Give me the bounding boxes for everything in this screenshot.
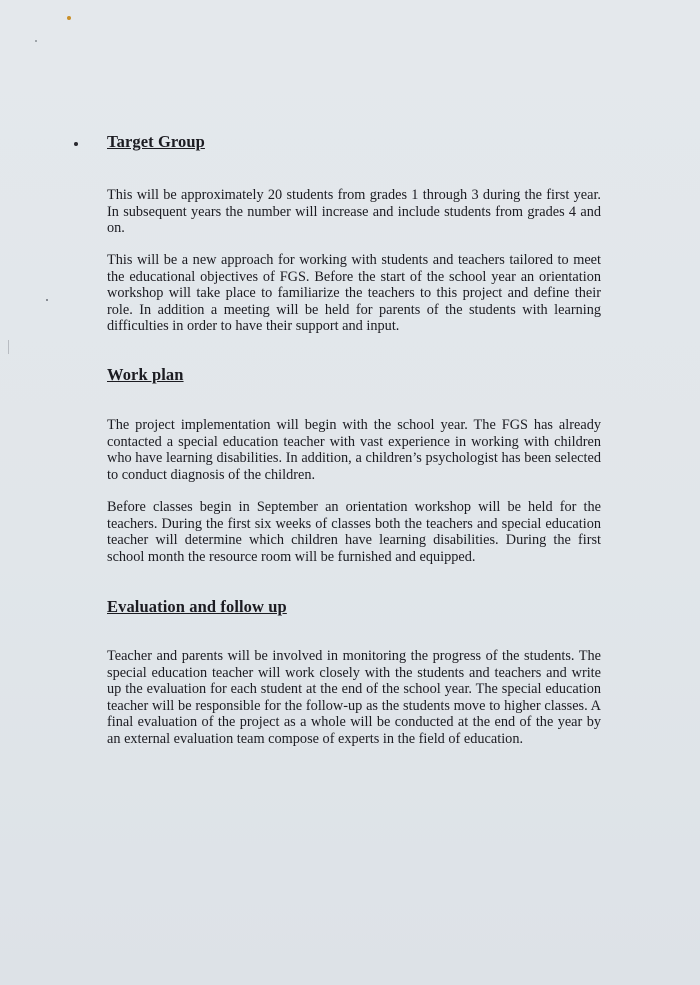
section-heading-evaluation: Evaluation and follow up	[107, 597, 287, 616]
work-plan-paragraph-2: Before classes begin in September an orientation workshop will be held for the teachers. During the first six weeks of classes both the teachers and special education teacher will determine which children have learning disabilities. During the first school month the resource room will be furnished and equipped.	[107, 499, 601, 565]
section-heading-target-group: Target Group	[107, 132, 205, 151]
target-group-paragraph-2: This will be a new approach for working with students and teachers tailored to meet the educational objectives of FGS. Before the start of the school year an orientation workshop will take place to familiarize the teachers to this project and define their role. In addition a meeting will be held for parents of the students with learning difficulties in order to have their support and input.	[107, 252, 601, 334]
evaluation-paragraph-1: Teacher and parents will be involved in monitoring the progress of the students. The special education teacher will work closely with the students and teachers and write up the evaluation for each student at the end of the school year. The special education teacher will be responsible for the follow-up as the students move to higher classes. A final evaluation of the project as a whole will be conducted at the end of the year by an external evaluation team compose of experts in the field of education.	[107, 648, 601, 747]
paper-speck	[67, 16, 71, 20]
paper-speck	[35, 40, 37, 42]
target-group-paragraph-1: This will be approximately 20 students from grades 1 through 3 during the first year. In subsequent years the number will increase and include students from grades 4 and on.	[107, 187, 601, 236]
work-plan-paragraph-1: The project implementation will begin with the school year. The FGS has already contacted a special education teacher with vast experience in working with children who have learning disabilities. In addition, a children’s psychologist has been selected to conduct diagnosis of the children.	[107, 417, 601, 483]
paper-speck	[46, 299, 48, 301]
section-heading-work-plan: Work plan	[107, 365, 184, 384]
bullet-icon	[74, 142, 78, 146]
paper-mark	[8, 340, 9, 354]
